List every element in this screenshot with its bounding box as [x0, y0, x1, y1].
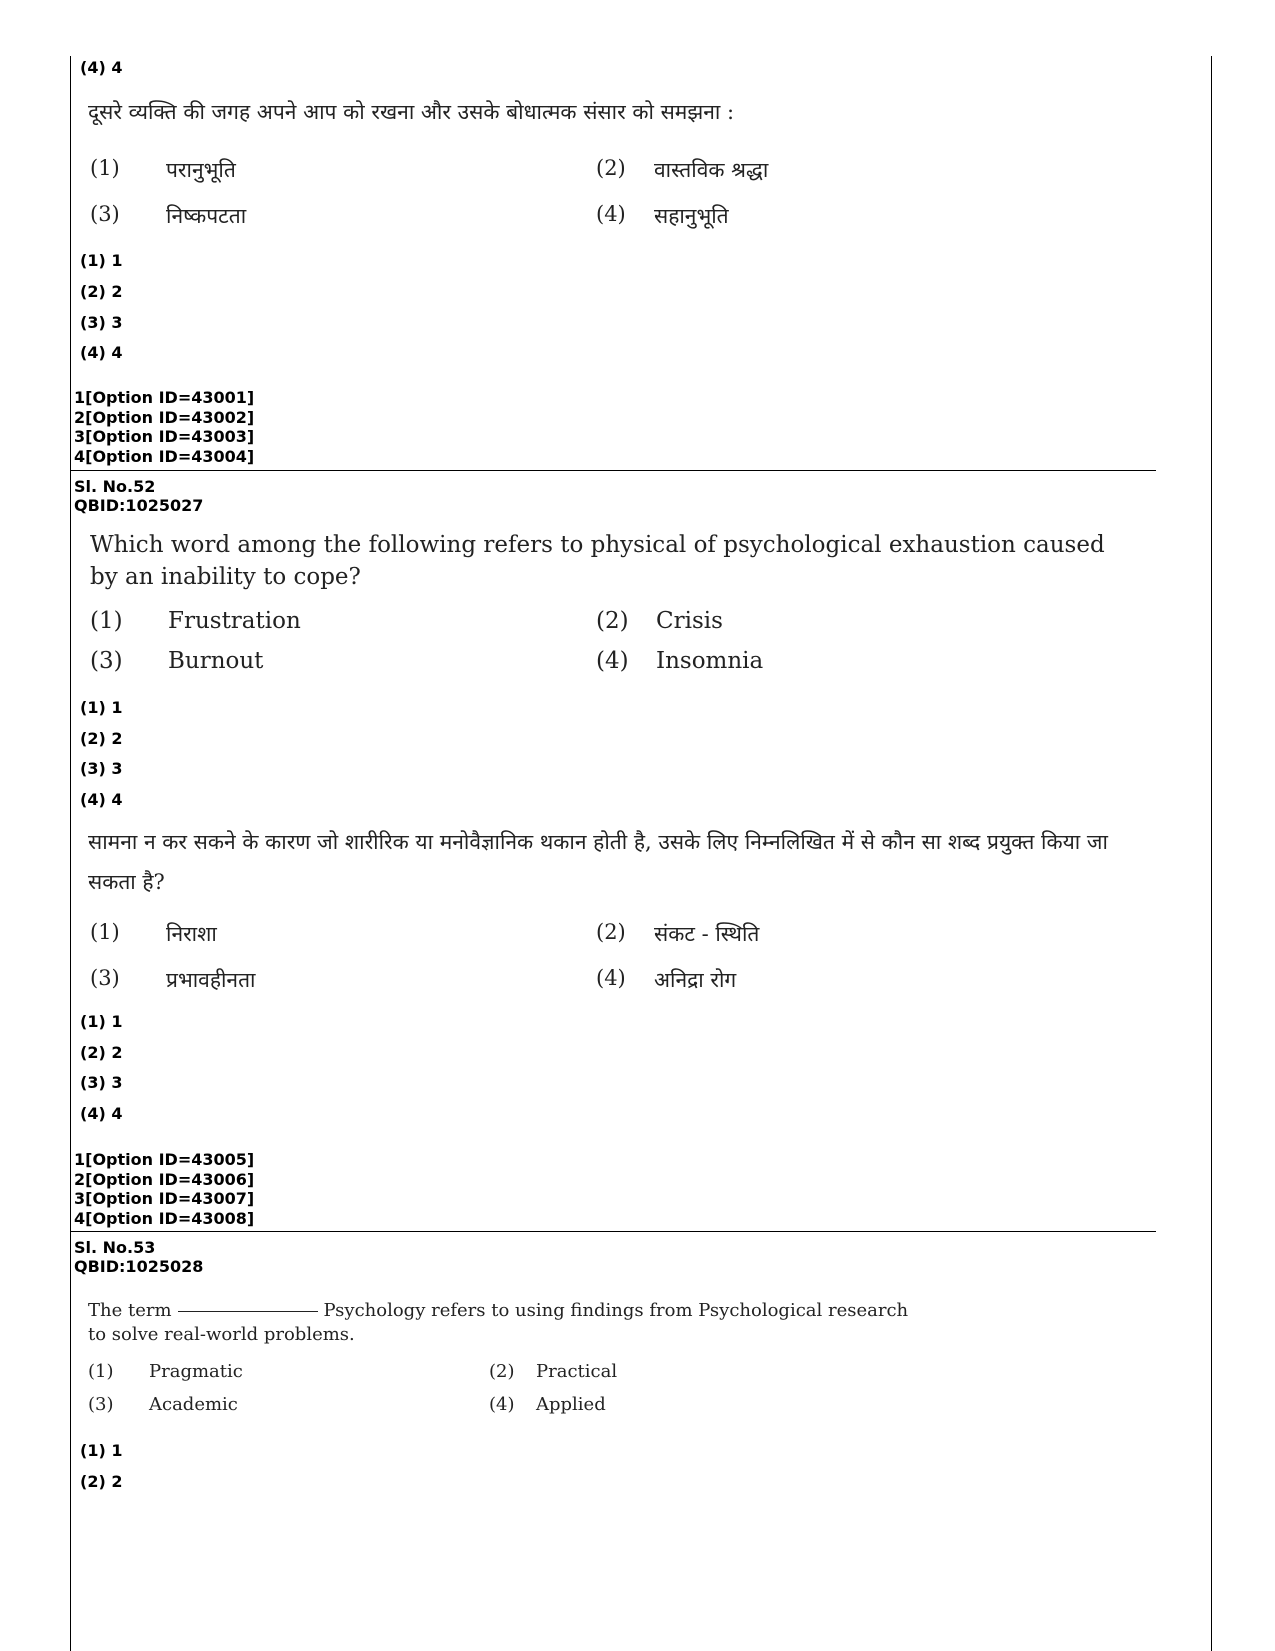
option-id-3: 3[Option ID=43003] — [74, 427, 255, 446]
answer-1: (1) 1 — [80, 1441, 123, 1460]
answer-1: (1) 1 — [80, 698, 123, 717]
answer-1: (1) 1 — [80, 1012, 123, 1031]
english-option-num-4: (4) — [596, 648, 629, 674]
answer-4: (4) 4 — [80, 1104, 123, 1123]
english-question-53 — [88, 1299, 928, 1347]
option-id-list — [74, 1150, 254, 1228]
hindi-question-52: सामना न कर सकने के कारण जो शारीरिक या मनोवैज्ञानिक थकान होती है, उसके लिए निम्नलिखित में से कौन सा शब्द प्रयुक्त किया जा सकता है? — [88, 830, 1108, 894]
english-option-text-2: Crisis — [656, 608, 723, 634]
english-option-text-3: Burnout — [168, 648, 264, 674]
english-option-text-1: Pragmatic — [149, 1361, 243, 1382]
english-option-num-1: (1) — [88, 1361, 114, 1382]
english-option-text-4: Applied — [536, 1394, 606, 1415]
answer-3: (3) 3 — [80, 759, 123, 778]
hindi-option-num-2: (2) — [596, 920, 626, 944]
hindi-option-text-3: निष्कपटता — [166, 204, 247, 228]
option-id-4: 4[Option ID=43008] — [74, 1208, 255, 1228]
english-option-num-4: (4) — [489, 1394, 515, 1415]
qbid-53: QBID:1025028 — [74, 1257, 204, 1276]
option-id-1: 1[Option ID=43001] — [74, 388, 255, 407]
hindi-option-text-4: सहानुभूति — [654, 204, 729, 228]
hindi-option-num-4: (4) — [596, 202, 626, 226]
english-option-text-2: Practical — [536, 1361, 618, 1382]
option-id-4: 4[Option ID=43004] — [74, 446, 255, 466]
hindi-option-text-3: प्रभावहीनता — [166, 968, 256, 992]
english-option-num-3: (3) — [88, 1394, 114, 1415]
english-question-52: Which word among the following refers to physical of psychological exhaustion caused by an inability to cope? — [90, 532, 1105, 590]
serial-number-52: Sl. No.52 — [74, 477, 156, 496]
prev-answer-4: (4) 4 — [80, 58, 123, 77]
qbid-52: QBID:1025027 — [74, 496, 204, 515]
answer-2: (2) 2 — [80, 1472, 123, 1491]
answer-3: (3) 3 — [80, 313, 123, 332]
hindi-option-num-1: (1) — [90, 156, 120, 180]
answer-4: (4) 4 — [80, 790, 123, 809]
question-text-end: Psychology refers to using findings from Psychological research to solve real-world problems. — [88, 1300, 909, 1345]
option-id-list — [74, 388, 254, 466]
english-option-num-2: (2) — [489, 1361, 515, 1382]
answer-2: (2) 2 — [80, 282, 123, 301]
option-id-2: 2[Option ID=43002] — [74, 407, 255, 427]
option-id-1: 1[Option ID=43005] — [74, 1150, 255, 1169]
english-option-text-4: Insomnia — [656, 648, 764, 674]
english-option-num-3: (3) — [90, 648, 123, 674]
hindi-option-text-4: अनिद्रा रोग — [654, 968, 737, 992]
english-option-num-1: (1) — [90, 608, 123, 634]
english-option-text-3: Academic — [149, 1394, 238, 1415]
answer-2: (2) 2 — [80, 1043, 123, 1062]
question-divider — [70, 1231, 1156, 1232]
hindi-option-num-2: (2) — [596, 156, 626, 180]
english-option-text-1: Frustration — [168, 608, 301, 634]
hindi-option-num-4: (4) — [596, 966, 626, 990]
hindi-option-num-3: (3) — [90, 966, 120, 990]
hindi-option-text-1: परानुभूति — [166, 158, 236, 182]
english-option-num-2: (2) — [596, 608, 629, 634]
hindi-option-text-2: वास्तविक श्रद्धा — [654, 158, 769, 182]
answer-1: (1) 1 — [80, 251, 123, 270]
serial-number-53: Sl. No.53 — [74, 1238, 156, 1257]
hindi-option-num-3: (3) — [90, 202, 120, 226]
question-divider — [70, 470, 1156, 471]
hindi-option-num-1: (1) — [90, 920, 120, 944]
answer-2: (2) 2 — [80, 729, 123, 748]
answer-3: (3) 3 — [80, 1073, 123, 1092]
hindi-option-text-2: संकट - स्थिति — [654, 922, 760, 946]
option-id-2: 2[Option ID=43006] — [74, 1169, 255, 1189]
answer-4: (4) 4 — [80, 343, 123, 362]
hindi-question-51: दूसरे व्यक्ति की जगह अपने आप को रखना और उसके बोधात्मक संसार को समझना : — [88, 100, 735, 124]
option-id-3: 3[Option ID=43007] — [74, 1189, 255, 1208]
hindi-option-text-1: निराशा — [166, 922, 217, 946]
question-text-start: The term — [88, 1300, 172, 1321]
fill-in-blank — [178, 1311, 318, 1312]
